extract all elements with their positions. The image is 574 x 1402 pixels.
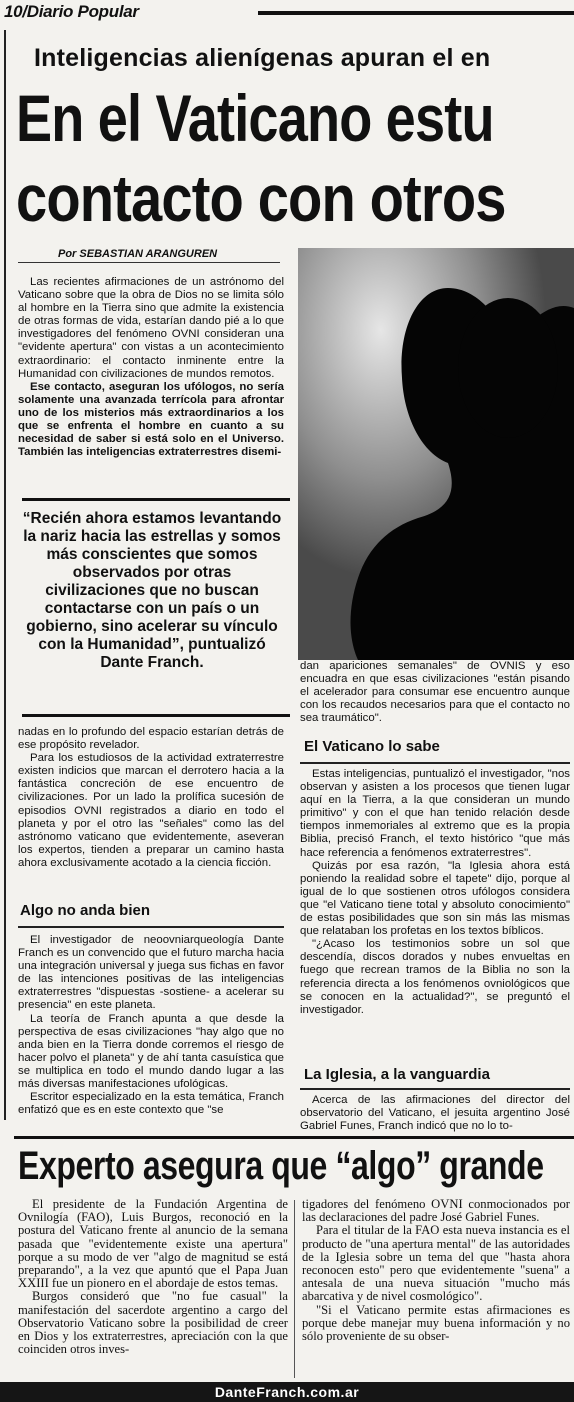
headline-2: Experto asegura que “algo” grande [18,1144,544,1188]
footer-credit: DanteFranch.com.ar [0,1382,574,1402]
section-rule [14,1136,574,1139]
paragraph: "¿Acaso los testimonios sobre un sol que descendía, discos dorados y nubes envueltas en fuego que recrean tramos de la Biblia no son la referencia directa a los fenómenos ovniológicos que se conocen en la actualidad?", se preguntó el investigador. [300,938,570,1016]
pullquote-rule-top [22,498,290,501]
pullquote: “Recién ahora estamos levantando la nariz hacia las estrellas y somos más conscientes que somos observados por otras civilizaciones que no buscan contactarse con un país o un gobierno, sino acelerar su vínculo con la Humanidad”, puntualizó Dante Franch. [22,510,282,671]
paragraph: Escritor especializado en la esta temática, Franch enfatizó que es en este contexto que "se [18,1091,284,1117]
subhead-la-iglesia-a-la-vanguardia: La Iglesia, a la vanguardia [304,1066,490,1083]
byline: Por SEBASTIAN ARANGUREN [58,248,218,260]
photo-silhouette [298,248,574,660]
subhead-rule [18,926,284,928]
subhead-rule [300,762,570,764]
paragraph: dan apariciones semanales" de OVNIS y eso encuadra en que esas civilizaciones "están pisando el acelerador para consumar ese encuentro aunque con los recaudos necesarios para que el contacto no sea traumático". [300,660,570,725]
headline-line-1: En el Vaticano estu [16,81,494,155]
paragraph: La teoría de Franch apunta a que desde la perspectiva de esas civilizaciones "hay algo que no anda bien en la Tierra donde corremos el riesgo de hacer polvo el planeta" y de ahí tanta casuística que se multiplica en todo el mundo dando lugar a las más diversas manifestaciones ufológicas. [18,1012,284,1091]
left-column-bottom [18,934,284,1117]
headline-line-2: contacto con otros [16,161,506,235]
paragraph: Acerca de las afirmaciones del director del observatorio del Vaticano, el jesuita argentino José Gabriel Funes, Franch indicó que no lo to- [300,1094,570,1133]
pullquote-rule-bottom [22,714,290,717]
paragraph: El presidente de la Fundación Argentina de Ovnilogía (FAO), Luis Burgos, reconoció en la postura del Vaticano frente al anuncio de la semana pasada que "evidentemente existe una apertura" porque a su modo de ver "algo de magnitud se está preparando", a la vez que apuntó que el Papa Juan XXIII fue un pionero en el abordaje de estos temas. [18,1197,288,1291]
right-column-bottom [300,1094,570,1133]
paragraph: Ese contacto, aseguran los ufólogos, no sería solamente una avanzada terrícola para afrontar uno de los misterios más extraordinarios a los que se enfrenta el hombre en cuanto a su necesidad de saber si está solo en el Universo. También las inteligencias extraterrestres disemi- [18,380,284,459]
paragraph: Estas inteligencias, puntualizó el investigador, "nos observan y asisten a los procesos que tienen lugar aquí en la Tierra, a la que consideran un mundo primitivo" y con el que han tenido relación desde tiempos inmemoriales al extremo que es la propia Biblia, precisó Franch, el texto histórico "que más hace referencia a fenómenos extraterrestres". [300,768,570,859]
page-border [4,30,6,1120]
paragraph: tigadores del fenómeno OVNI conmocionados por las declaraciones del padre José Gabriel Funes. [302,1197,570,1225]
paragraph: Para el titular de la FAO esta nueva instancia es el producto de "una apertura mental" de las autoridades de la Iglesia sobre un tema del que "hasta ahora reconocen esto" pero que evidentemente "suena" a antesala de una nueva situación "mucho más abarcativa y de nivel cosmológico". [302,1223,570,1304]
paragraph: Burgos consideró que "no fue casual" la manifestación del sacerdote argentino a cargo del Observatorio Vaticano sobre la posibilidad de creer en Dios y los extraterrestres, apreciación con la que coinciden otros inves- [18,1289,288,1357]
right-column-middle [300,768,570,1017]
masthead-rule [258,11,574,15]
article2-left-column [18,1198,288,1356]
left-column-top [18,276,284,459]
column-divider [294,1200,295,1378]
masthead: 10/Diario Popular [4,2,139,21]
silhouette-image [298,248,574,660]
subhead-el-vaticano-lo-sabe: El Vaticano lo sabe [304,738,440,755]
paragraph: Quizás por esa razón, "la Iglesia ahora está poniendo la realidad sobre el tapete" dijo, porque al igual de lo que sostienen otros ufólogos considera que "el Vaticano tiene total y absoluto conocimiento" de estas posibilidades que son sin más las mismas que relataban los profetas en los textos bíblicos. [300,859,570,938]
right-column-top [300,660,570,725]
paragraph: Para los estudiosos de la actividad extraterrestre existen indicios que marcan el derrotero hacia a la fantástica concreción de ese encuentro de civilizaciones. Por un lado la prolífica sucesión de episodios OVNI registrados a diario en todo el planeta y por el otro las "señales" como las del astrónomo vaticano que evidentemente, aseveran los expertos, tienden a preparar un camino hasta ahora exclusivamente acotado a la ciencia ficción. [18,752,284,869]
kicker: Inteligencias alienígenas apuran el en [34,44,491,72]
paragraph: El investigador de neoovniarqueología Dante Franch es un convencido que el futuro marcha hacia una integración universal y juega sus fichas en favor de las intenciones positivas de las inteligencias extraterrestres "dispuestas -sostiene- a acelerar su presencia" en este planeta. [18,934,284,1012]
byline-rule [18,262,280,263]
paragraph: "Si el Vaticano permite estas afirmaciones es porque debe manejar muy buena información y no sólo proveniente de su obser- [302,1302,570,1344]
paragraph: nadas en lo profundo del espacio estarían detrás de ese propósito revelador. [18,726,284,752]
paragraph: Las recientes afirmaciones de un astrónomo del Vaticano sobre que la obra de Dios no se limita sólo al hombre en la Tierra sino que admite la existencia de otras formas de vida, estarían dando pié a lo que investigadores del fenómeno OVNI consideran una "evidente apertura" con vistas a un acontecimiento extraordinario: el contacto inminente entre la Humanidad con civilizaciones de mundos remotos. [18,276,284,380]
left-column-middle [18,726,284,870]
subhead-rule [300,1088,570,1090]
article2-right-column [302,1198,570,1343]
subhead-algo-no-anda-bien: Algo no anda bien [20,902,150,919]
